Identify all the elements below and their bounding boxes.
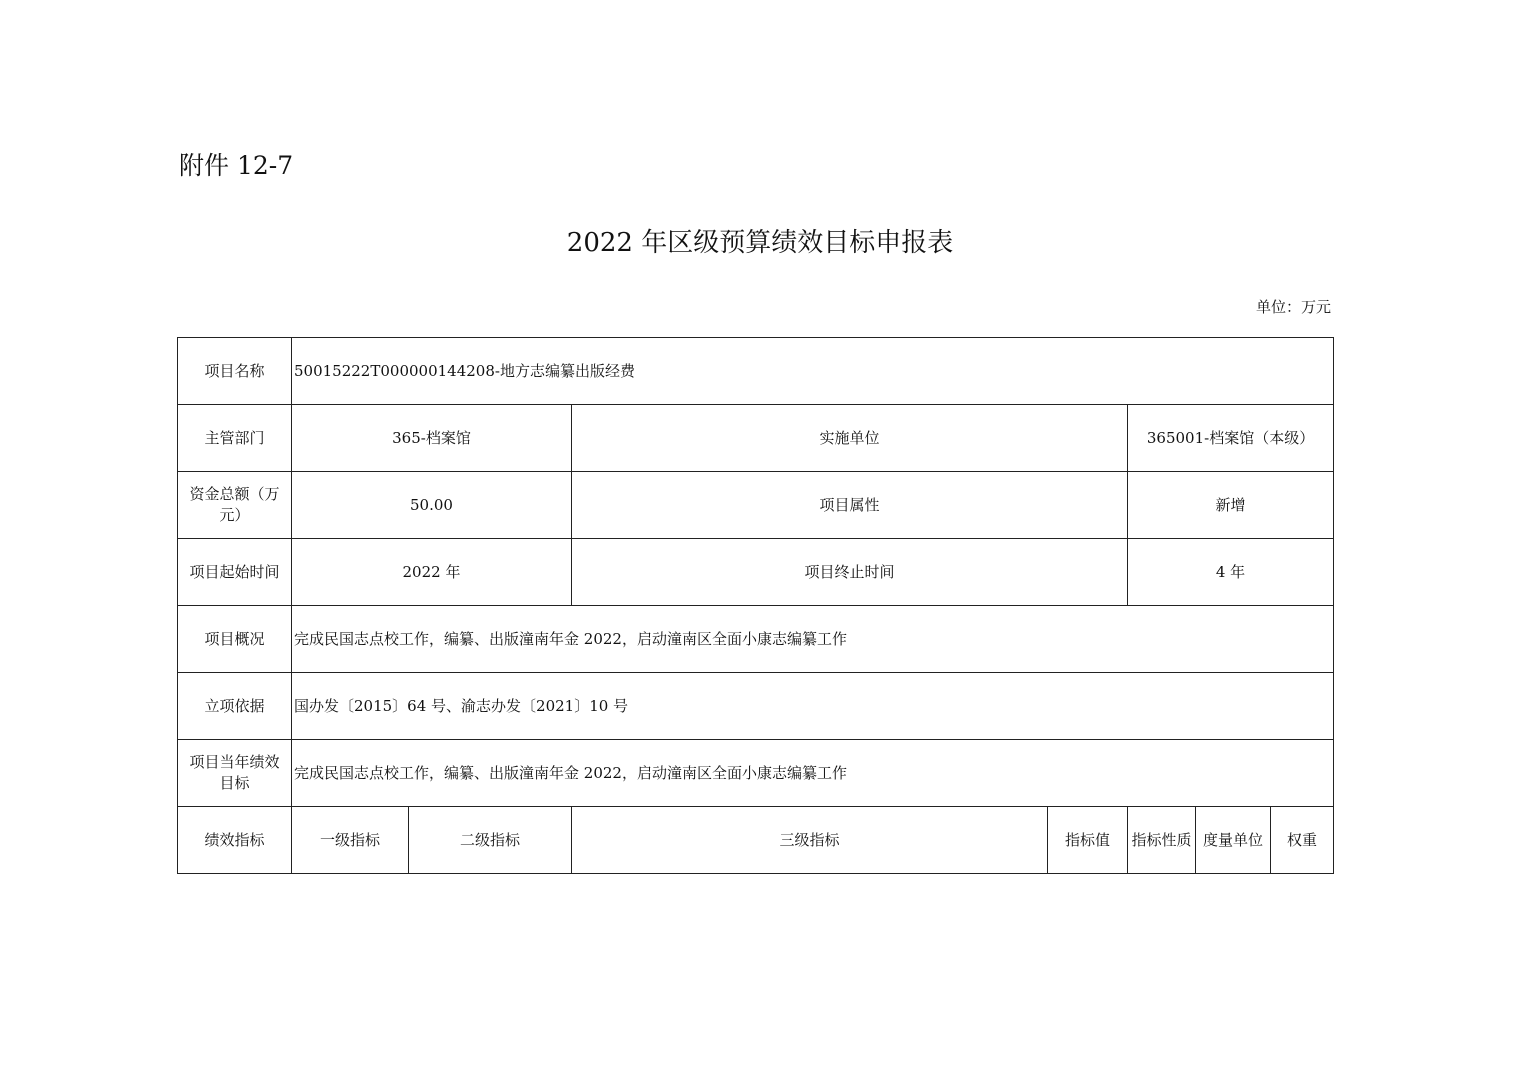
perf-header-level3: 三级指标 bbox=[572, 807, 1048, 874]
perf-header-level1: 一级指标 bbox=[292, 807, 409, 874]
start-value: 2022 年 bbox=[292, 539, 572, 606]
funds-value: 50.00 bbox=[292, 472, 572, 539]
unit-note: 单位：万元 bbox=[1255, 298, 1331, 316]
table-row bbox=[178, 405, 1334, 472]
end-label: 项目终止时间 bbox=[572, 539, 1128, 606]
goal-label: 项目当年绩效目标 bbox=[178, 740, 292, 807]
perf-header-weight: 权重 bbox=[1271, 807, 1334, 874]
table-row bbox=[178, 740, 1334, 807]
project-name-value: 50015222T000000144208-地方志编纂出版经费 bbox=[292, 338, 1334, 405]
attr-value: 新增 bbox=[1128, 472, 1334, 539]
start-label: 项目起始时间 bbox=[178, 539, 292, 606]
basis-value: 国办发〔2015〕64 号、渝志办发〔2021〕10 号 bbox=[292, 673, 1334, 740]
impl-label: 实施单位 bbox=[572, 405, 1128, 472]
attr-label: 项目属性 bbox=[572, 472, 1128, 539]
perf-header-nature: 指标性质 bbox=[1128, 807, 1196, 874]
project-name-label: 项目名称 bbox=[178, 338, 292, 405]
overview-value: 完成民国志点校工作，编纂、出版潼南年金 2022，启动潼南区全面小康志编纂工作 bbox=[292, 606, 1334, 673]
table-row bbox=[178, 539, 1334, 606]
goal-value: 完成民国志点校工作，编纂、出版潼南年金 2022，启动潼南区全面小康志编纂工作 bbox=[292, 740, 1334, 807]
dept-value: 365-档案馆 bbox=[292, 405, 572, 472]
table-row bbox=[178, 606, 1334, 673]
impl-value: 365001-档案馆（本级） bbox=[1128, 405, 1334, 472]
funds-label: 资金总额（万元） bbox=[178, 472, 292, 539]
table-row bbox=[178, 807, 1334, 874]
end-value: 4 年 bbox=[1128, 539, 1334, 606]
overview-label: 项目概况 bbox=[178, 606, 292, 673]
table-row bbox=[178, 338, 1334, 405]
perf-header-unit: 度量单位 bbox=[1196, 807, 1271, 874]
perf-label: 绩效指标 bbox=[178, 807, 292, 874]
perf-header-level2: 二级指标 bbox=[409, 807, 572, 874]
attachment-number: 附件 12-7 bbox=[179, 151, 294, 180]
perf-header-value: 指标值 bbox=[1048, 807, 1128, 874]
dept-label: 主管部门 bbox=[178, 405, 292, 472]
budget-target-table bbox=[177, 337, 1334, 874]
table-row bbox=[178, 472, 1334, 539]
table-row bbox=[178, 673, 1334, 740]
basis-label: 立项依据 bbox=[178, 673, 292, 740]
page-title: 2022 年区级预算绩效目标申报表 bbox=[566, 228, 954, 258]
